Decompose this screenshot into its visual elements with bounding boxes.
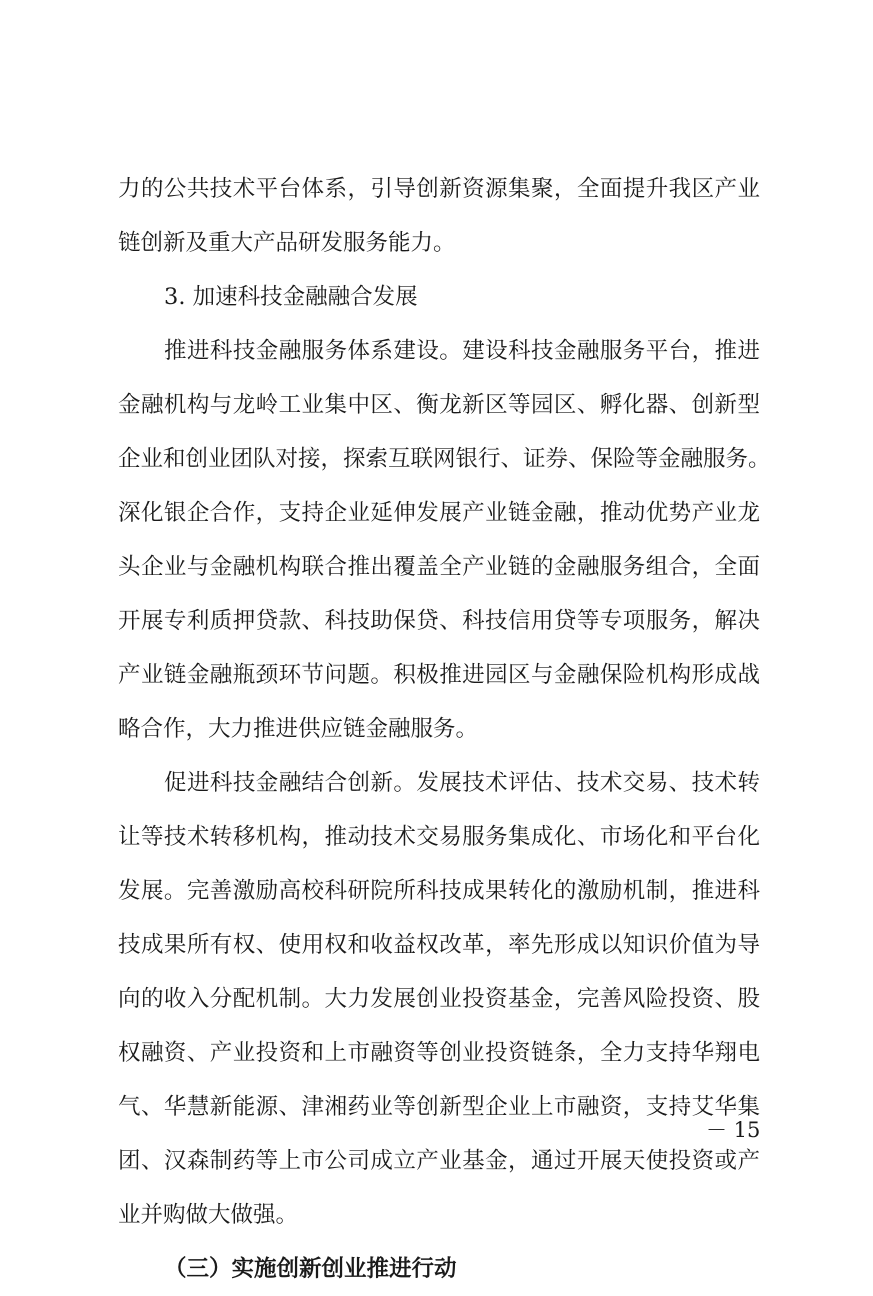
text-line: 企业和创业团队对接，探索互联网银行、证券、保险等金融服务。	[118, 446, 771, 472]
text-line: 开展专利质押贷款、科技助保贷、科技信用贷等专项服务，解决	[118, 608, 760, 634]
text-line: 业并购做大做强。	[118, 1202, 299, 1228]
text-line: 金融机构与龙岭工业集中区、衡龙新区等园区、孵化器、创新型	[118, 392, 760, 418]
text-line: 略合作，大力推进供应链金融服务。	[118, 716, 479, 742]
section-heading-2	[118, 1242, 760, 1296]
text-line: 头企业与金融机构联合推出覆盖全产业链的金融服务组合，全面	[118, 554, 760, 580]
section-heading-3	[118, 270, 760, 324]
page-number: － 15	[706, 1118, 761, 1142]
document-body	[118, 162, 771, 1296]
text-line: 气、华慧新能源、津湘药业等创新型企业上市融资，支持艾华集	[118, 1094, 760, 1120]
text-line: 力的公共技术平台体系，引导创新资源集聚，全面提升我区产业	[118, 176, 760, 202]
text-line: 推进科技金融服务体系建设。建设科技金融服务平台，推进	[164, 338, 760, 364]
text-line: 向的收入分配机制。大力发展创业投资基金，完善风险投资、股	[118, 986, 760, 1012]
text-line: 产业链金融瓶颈环节问题。积极推进园区与金融保险机构形成战	[118, 662, 760, 688]
paragraph-finance-system	[118, 324, 771, 756]
text-line: 深化银企合作，支持企业延伸发展产业链金融，推动优势产业龙	[118, 500, 760, 526]
text-line: 技成果所有权、使用权和收益权改革，率先形成以知识价值为导	[118, 932, 760, 958]
text-line: 促进科技金融结合创新。发展技术评估、技术交易、技术转	[164, 770, 760, 796]
text-line: 链创新及重大产品研发服务能力。	[118, 230, 456, 256]
heading-text: （三）实施创新创业推进行动	[164, 1256, 457, 1282]
text-line: 发展。完善激励高校科研院所科技成果转化的激励机制，推进科	[118, 878, 760, 904]
paragraph-finance-innovation	[118, 756, 760, 1242]
text-line: 团、汉森制药等上市公司成立产业基金，通过开展天使投资或产	[118, 1148, 760, 1174]
heading-text: 3. 加速科技金融融合发展	[164, 284, 418, 310]
text-line: 让等技术转移机构，推动技术交易服务集成化、市场化和平台化	[118, 824, 760, 850]
text-line: 权融资、产业投资和上市融资等创业投资链条，全力支持华翔电	[118, 1040, 760, 1066]
paragraph-continuation	[118, 162, 760, 270]
